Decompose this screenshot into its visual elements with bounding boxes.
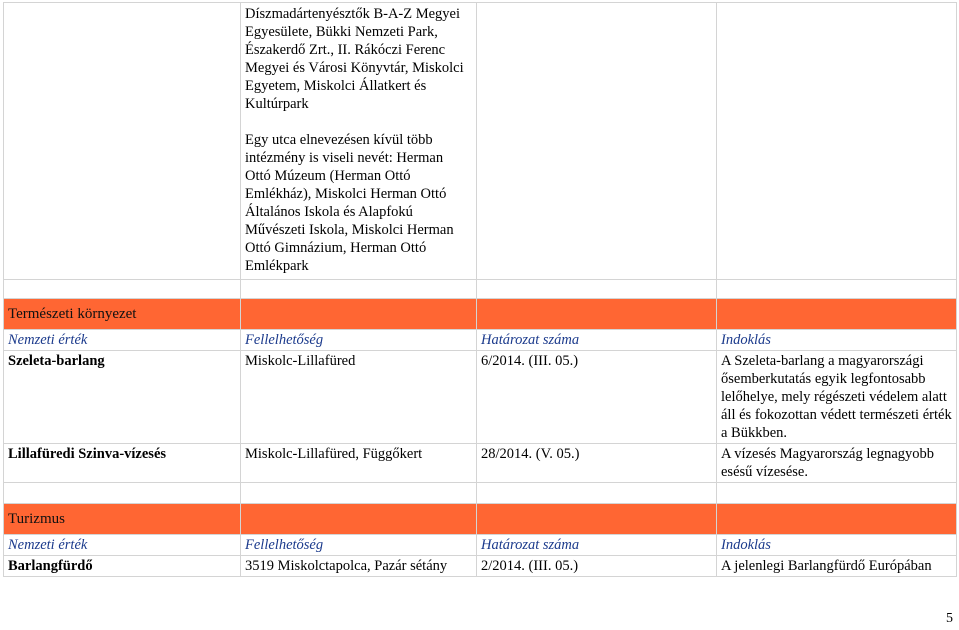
col-header-value: Nemzeti érték xyxy=(4,330,241,351)
spacer-row xyxy=(4,280,957,299)
section-title: Természeti környezet xyxy=(4,299,241,330)
value-reason: A Szeleta-barlang a magyarországi ősemberkutatás egyik legfontosabb lelőhelye, mely régészeti védelem alatt áll és fokozottan védett természeti érték a Bükkben. xyxy=(717,351,957,444)
spacer-row xyxy=(4,483,957,504)
col-header-value: Nemzeti érték xyxy=(4,535,241,556)
value-location: 3519 Miskolctapolca, Pazár sétány xyxy=(241,556,477,577)
value-name: Lillafüredi Szinva-vízesés xyxy=(4,444,241,483)
value-reason: A vízesés Magyarország legnagyobb esésű vízesése. xyxy=(717,444,957,483)
continuation-cell xyxy=(241,3,477,280)
section-title: Turizmus xyxy=(4,504,241,535)
continuation-row xyxy=(4,3,957,280)
organizations-text: Díszmadártenyésztők B-A-Z Megyei Egyesülete, Bükki Nemzeti Park, Északerdő Zrt., II. Rákóczi Ferenc Megyei és Városi Könyvtár, Miskolci Egyetem, Miskolci Állatkert és Kultúrpark xyxy=(245,6,464,112)
empty-cell xyxy=(4,3,241,280)
value-name: Barlangfürdő xyxy=(4,556,241,577)
institutions-text: Egy utca elnevezésen kívül több intézmény is viseli nevét: Herman Ottó Múzeum (Herman Ottó Emlékház), Miskolci Herman Ottó Általános Iskola és Alapfokú Művészeti Iskola, Miskolci Herman Ottó Gimnázium, Herman Ottó Emlékpark xyxy=(245,132,454,274)
col-header-location: Fellelhetőség xyxy=(241,535,477,556)
column-header-row xyxy=(4,535,957,556)
empty-cell xyxy=(717,3,957,280)
value-decision: 6/2014. (III. 05.) xyxy=(477,351,717,444)
table-row xyxy=(4,351,957,444)
values-table xyxy=(3,2,957,577)
col-header-reason: Indoklás xyxy=(717,535,957,556)
value-decision: 28/2014. (V. 05.) xyxy=(477,444,717,483)
empty-cell xyxy=(477,3,717,280)
col-header-decision: Határozat száma xyxy=(477,330,717,351)
value-decision: 2/2014. (III. 05.) xyxy=(477,556,717,577)
column-header-row xyxy=(4,330,957,351)
col-header-decision: Határozat száma xyxy=(477,535,717,556)
table-row xyxy=(4,556,957,577)
value-name: Szeleta-barlang xyxy=(4,351,241,444)
section-header-nature xyxy=(4,299,957,330)
col-header-reason: Indoklás xyxy=(717,330,957,351)
value-location: Miskolc-Lillafüred, Függőkert xyxy=(241,444,477,483)
value-reason: A jelenlegi Barlangfürdő Európában xyxy=(717,556,957,577)
page-number: 5 xyxy=(946,611,953,626)
table-row xyxy=(4,444,957,483)
section-header-tourism xyxy=(4,504,957,535)
value-location: Miskolc-Lillafüred xyxy=(241,351,477,444)
col-header-location: Fellelhetőség xyxy=(241,330,477,351)
